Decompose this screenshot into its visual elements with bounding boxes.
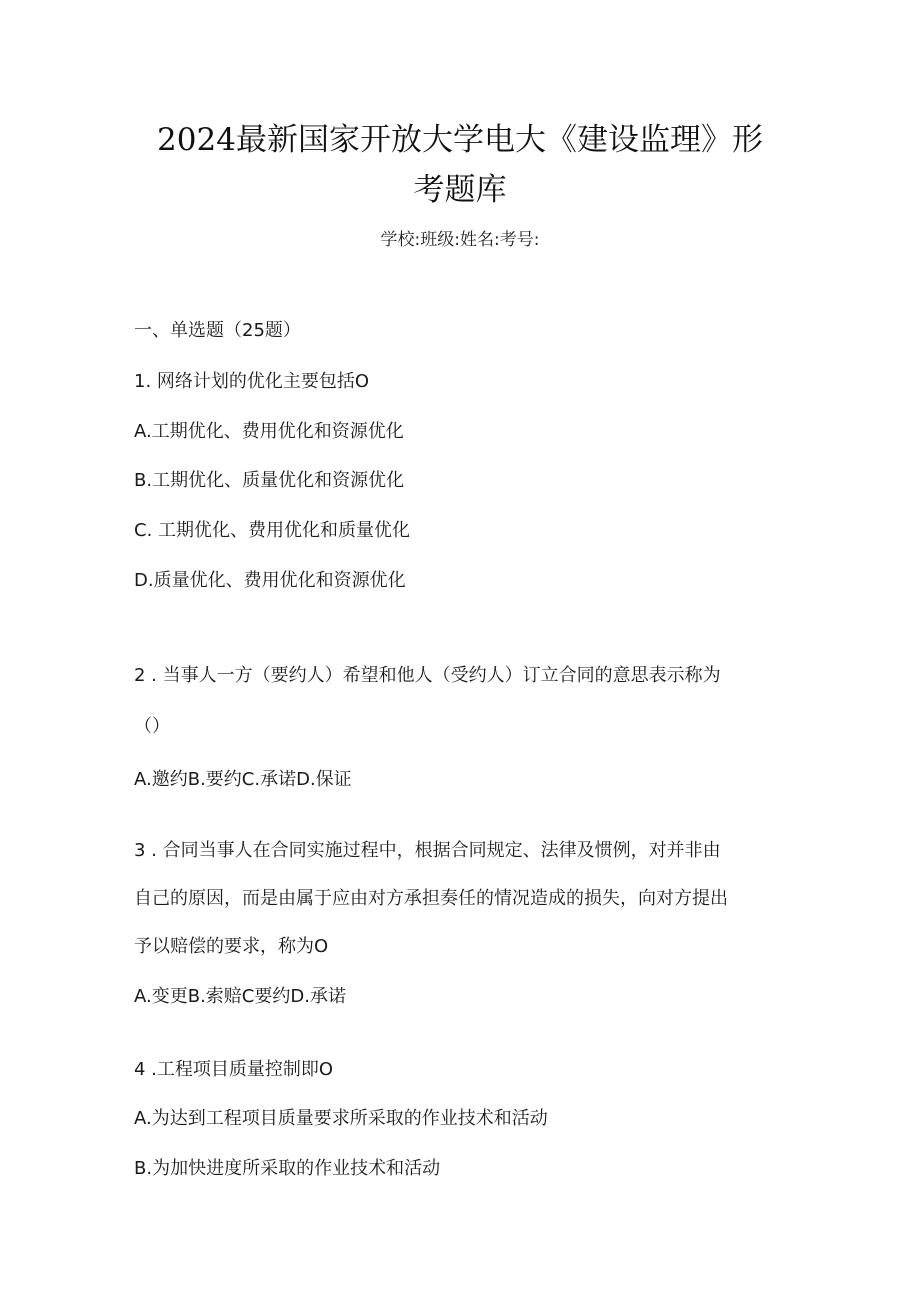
question-1-option-c: C. 工期优化、费用优化和质量优化 <box>134 520 411 541</box>
student-info-line: 学校:班级:姓名:考号: <box>380 230 540 250</box>
document-title-line-2: 考题库 <box>413 172 507 208</box>
question-4-option-b: B.为加快进度所采取的作业技术和活动 <box>134 1158 441 1179</box>
question-3-stem-line-3: 予以赔偿的要求，称为O <box>134 936 329 957</box>
question-2-options: A.邀约B.要约C.承诺D.保证 <box>134 769 352 790</box>
question-2-stem-line-2: （） <box>134 716 170 737</box>
question-3-stem-line-2: 自己的原因，而是由属于应由对方承担奏任的情况造成的损失，向对方提出 <box>134 888 728 909</box>
question-3-stem-line-1: 3 . 合同当事人在合同实施过程中，根据合同规定、法律及惯例，对并非由 <box>134 840 721 861</box>
question-1-stem: 1. 网络计划的优化主要包括O <box>134 371 370 392</box>
document-title-line-1: 2024最新国家开放大学电大《建设监理》形 <box>157 122 763 158</box>
question-3-options: A.变更B.索赔C要约D.承诺 <box>134 986 346 1007</box>
question-4-option-a: A.为达到工程项目质量要求所采取的作业技术和活动 <box>134 1108 548 1129</box>
question-1-option-a: A.工期优化、费用优化和资源优化 <box>134 421 404 442</box>
question-4-stem: 4 .工程项目质量控制即O <box>134 1059 334 1080</box>
question-2-stem-line-1: 2 . 当事人一方（要约人）希望和他人（受约人）订立合同的意思表示称为 <box>134 665 721 686</box>
question-1-option-b: B.工期优化、质量优化和资源优化 <box>134 470 405 491</box>
question-1-option-d: D.质量优化、费用优化和资源优化 <box>134 570 406 591</box>
section-heading: 一、单选题（25题） <box>134 320 301 341</box>
